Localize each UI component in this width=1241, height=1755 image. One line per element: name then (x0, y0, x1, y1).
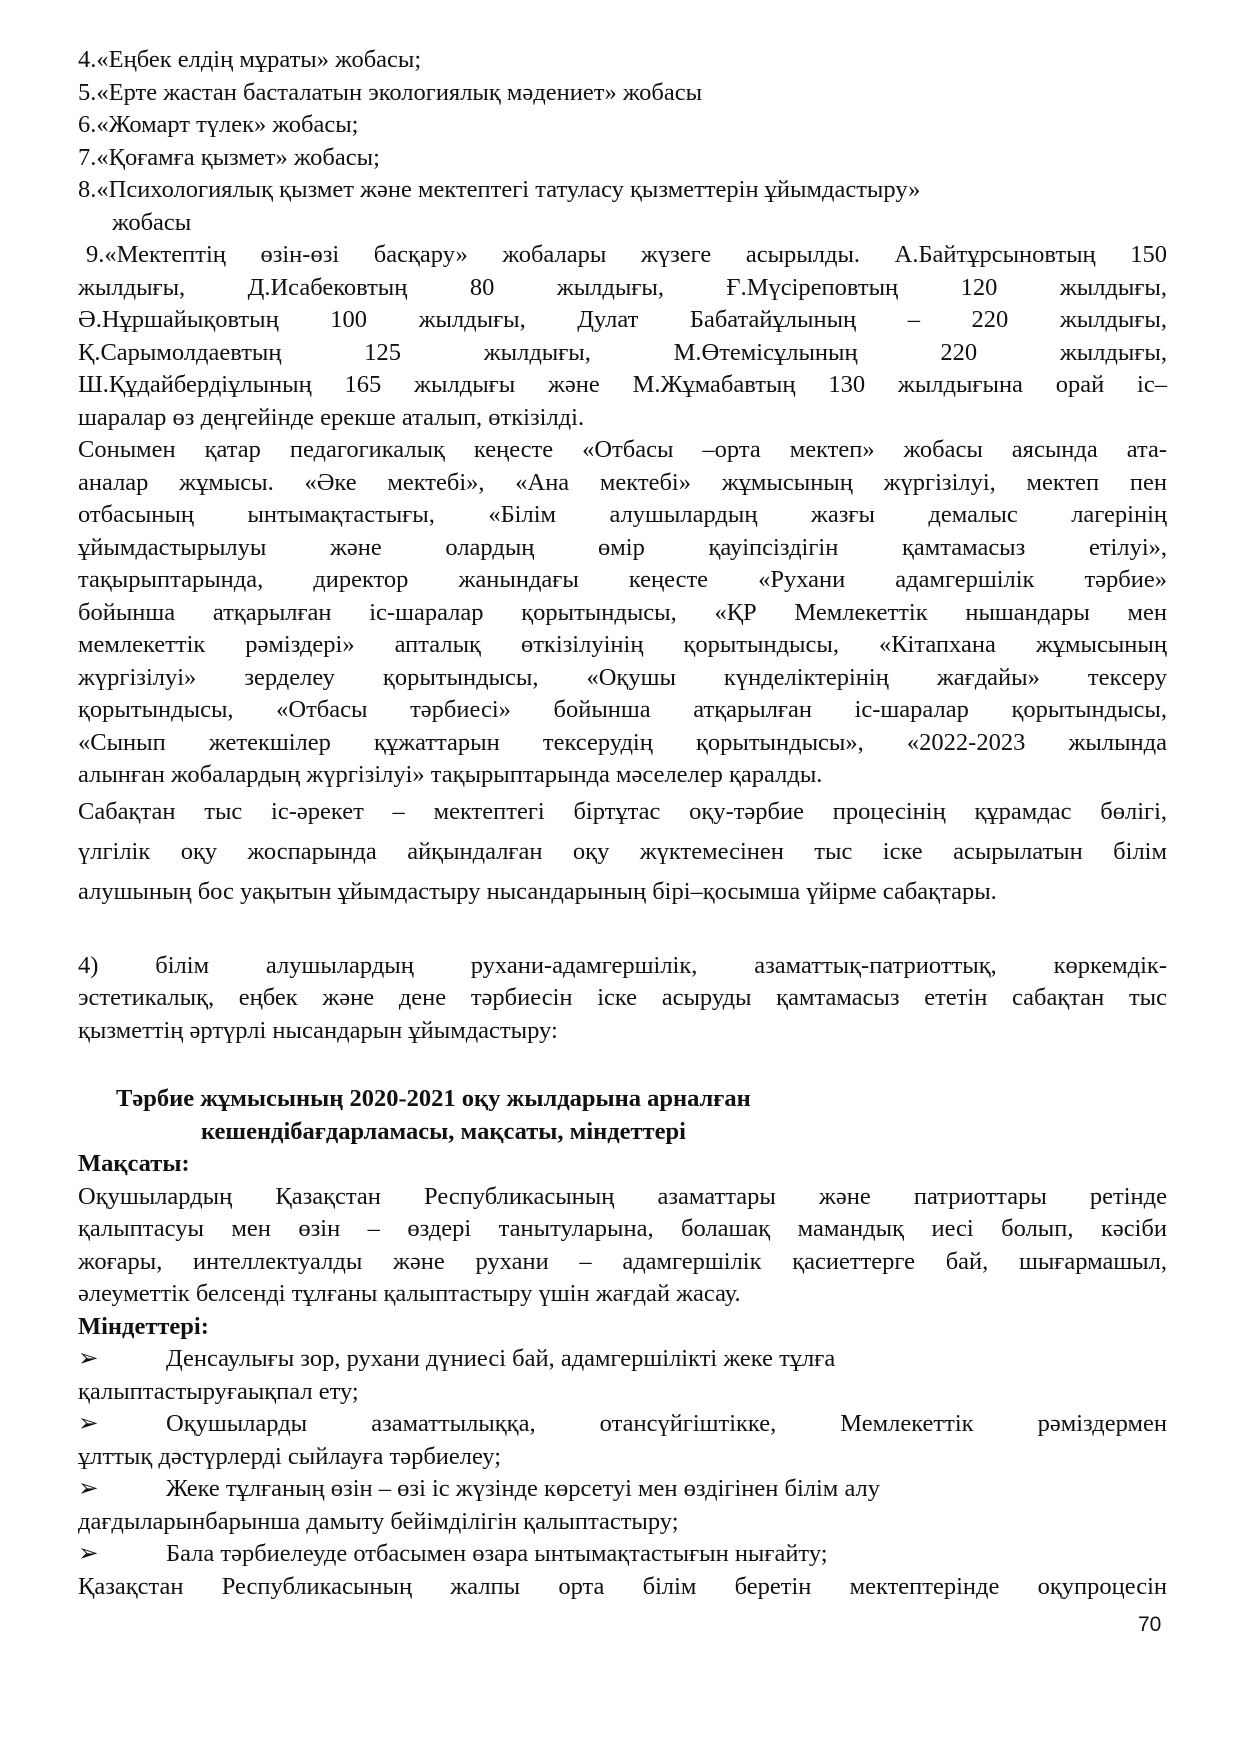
text-line: 4) білім алушылардың рухани-адамгершілік, азаматтық-патриоттық, көркемдік- (78, 951, 1167, 979)
text-line: Оқушылардың Қазақстан Республикасының азаматтары және патриоттары ретінде (78, 1182, 1167, 1210)
council-paragraph (78, 434, 1167, 792)
list-item: 4.«Еңбек елдің мұраты» жобасы; (78, 46, 422, 73)
text-line: алушының бос уақытын ұйымдастыру нысандарының бірі–қосымша үйірме сабақтары. (78, 877, 997, 905)
list-item: 5.«Ерте жастан басталатын экологиялық мәдениет» жобасы (78, 78, 703, 106)
text-line: тақырыптарында, директор жанындағы кеңесте «Рухани адамгершілік тәрбие» (78, 566, 1167, 593)
text-line: Қазақстан Республикасының жалпы орта білім беретін мектептерінде оқупроцесін (78, 1572, 1167, 1600)
list-item (78, 1408, 1167, 1441)
spacer (78, 1047, 1167, 1083)
text-line: жылдығы, Д.Исабековтың 80 жылдығы, Ғ.Мүсіреповтың 120 жылдығы, (78, 273, 1167, 301)
text-line: жүргізілуі» зерделеу қорытындысы, «Оқушы күнделіктерінің жағдайы» тексеру (78, 663, 1167, 691)
text-line: мемлекеттік рәміздері» апталық өткізілуінің қорытындысы, «Кітапхана жұмысының (78, 631, 1167, 658)
text-line: Сонымен қатар педагогикалық кеңесте «Отбасы –орта мектеп» жобасы аясында ата- (78, 436, 1167, 463)
project-list (78, 44, 1167, 239)
text-line: Ш.Құдайбердіұлының 165 жылдығы және М.Жұмабавтың 130 жылдығына орай іс– (78, 371, 1167, 398)
list-item: 7.«Қоғамға қызмет» жобасы; (78, 143, 380, 171)
list-item: 6.«Жомарт түлек» жобасы; (78, 111, 359, 138)
text-line: алынған жобалардың жүргізілуі» тақырыптарында мәселелер қаралды. (78, 761, 823, 788)
section-title: кешендібағдарламасы, мақсаты, міндеттері (201, 1117, 686, 1145)
text-line: дағдыларынбарынша дамыту бейімділігін қалыптастыру; (78, 1507, 679, 1535)
list-item: жобасы (112, 208, 192, 236)
spacer (78, 912, 1167, 950)
page-number: 70 (1138, 1613, 1162, 1636)
text-line: Ә.Нұршайықовтың 100 жылдығы, Дулат Бабатайұлының – 220 жылдығы, (78, 306, 1167, 333)
text-line: бойынша атқарылған іс-шаралар қорытындысы, «ҚР Мемлекеттік нышандары мен (78, 598, 1167, 626)
arrow-bullet-icon: ➢ (78, 1410, 99, 1437)
arrow-bullet-icon: ➢ (78, 1475, 99, 1502)
text-line: қалыптастыруғаықпал ету; (78, 1377, 359, 1405)
text-line: ұйымдастырылуы және олардың өмір қауіпсіздігін қамтамасыз етілуі», (78, 533, 1167, 561)
document-page (78, 44, 1167, 1603)
text-line: аналар жұмысы. «Әке мектебі», «Ана мектебі» жұмысының жүргізілуі, мектеп пен (78, 468, 1167, 496)
list-item (78, 1343, 1167, 1376)
extracurricular-paragraph (78, 792, 1167, 912)
tasks-heading: Міндеттері: (78, 1312, 209, 1340)
arrow-bullet-icon: ➢ (78, 1540, 99, 1567)
list-item-text: Бала тәрбиелеуде отбасымен өзара ынтымақтастығын нығайту; (166, 1540, 828, 1567)
list-item-text: Жеке тұлғаның өзін – өзі іс жүзінде көрсетуі мен өздігінен білім алу (166, 1475, 881, 1502)
text-line: Сабақтан тыс іс-әрекет – мектептегі біртұтас оқу-тәрбие процесінің құрамдас бөлігі, (78, 797, 1167, 825)
text-line: үлгілік оқу жоспарында айқындалған оқу жүктемесінен тыс іске асырылатын білім (78, 837, 1167, 865)
arrow-bullet-icon: ➢ (78, 1345, 99, 1372)
text-line: эстетикалық, еңбек және дене тәрбиесін іске асыруды қамтамасыз ететін сабақтан тыс (78, 984, 1167, 1011)
text-line: Қ.Сарымолдаевтың 125 жылдығы, М.Өтемісұлының 220 жылдығы, (78, 338, 1167, 366)
list-item-text: Денсаулығы зор, рухани дүниесі бай, адамгершілікті жеке тұлға (166, 1345, 836, 1372)
text-line: «Сынып жетекшілер құжаттарын тексерудің қорытындысы», «2022-2023 жылында (78, 728, 1167, 756)
text-line: шаралар өз деңгейінде ерекше аталып, өткізілді. (78, 403, 585, 431)
section-title: Тәрбие жұмысының 2020-2021 оқу жылдарына арналған (116, 1085, 751, 1112)
anniversaries-paragraph (78, 239, 1167, 434)
list-item-text: Оқушыларды азаматтылыққа, отансүйгіштікке, Мемлекеттік рәміздермен (166, 1410, 1167, 1437)
goal-heading: Мақсаты: (78, 1150, 190, 1177)
list-item (78, 1473, 1167, 1506)
text-line: 9.«Мектептің өзін-өзі басқару» жобалары жүзеге асырылды. А.Байтұрсыновтың 150 (86, 241, 1167, 268)
tasks-list (78, 1343, 1167, 1571)
item-4-paragraph (78, 950, 1167, 1048)
text-line: ұлттық дәстүрлерді сыйлауға тәрбиелеу; (78, 1442, 502, 1470)
list-item (78, 1538, 1167, 1571)
list-item: 8.«Психологиялық қызмет және мектептегі татуласу қызметтерін ұйымдастыру» (78, 176, 921, 203)
goal-paragraph (78, 1181, 1167, 1311)
text-line: қалыптасуы мен өзін – өздері танытуларына, болашақ мамандық иесі болып, кәсіби (78, 1215, 1167, 1242)
text-line: әлеуметтік белсенді тұлғаны қалыптастыру үшін жағдай жасау. (78, 1280, 741, 1307)
text-line: отбасының ынтымақтастығы, «Білім алушылардың жазғы демалыс лагерінің (78, 501, 1167, 528)
text-line: жоғары, интеллектуалды және рухани – адамгершілік қасиеттерге бай, шығармашыл, (78, 1247, 1167, 1275)
text-line: қорытындысы, «Отбасы тәрбиесі» бойынша атқарылған іс-шаралар қорытындысы, (78, 696, 1167, 723)
text-line: қызметтің әртүрлі нысандарын ұйымдастыру: (78, 1016, 558, 1044)
